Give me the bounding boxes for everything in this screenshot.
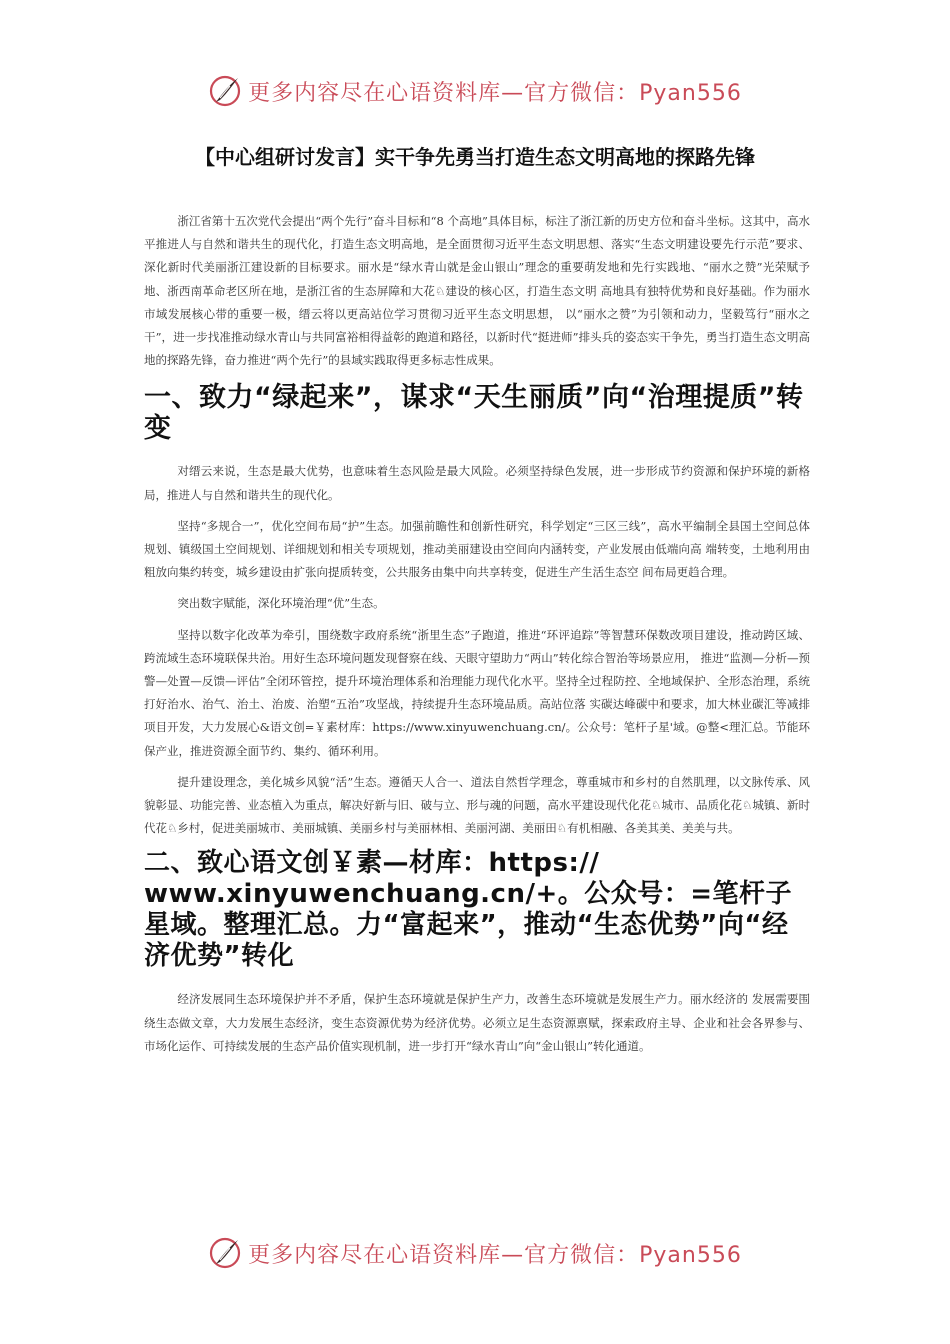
footer-watermark-banner <box>0 1236 950 1270</box>
section1-paragraph-5: 提升建设理念，美化城乡风貌“活”生态。遵循天人合一、道法自然哲学理念，尊重城市和乡村的自然肌理，以文脉传承、风貌彰显、功能完善、业态植入为重点，解决好新与旧、破与立、形与魂的问题，高水平建设现代化花♘城市、品质化花♘城镇、新时代花♘乡村，促进美丽城市、美丽城镇、美丽乡村与美丽林相、美丽河湖、美丽田♘有机相融、各美其美、美美与共。 <box>144 774 810 836</box>
intro-paragraph: 浙江省第十五次党代会提出“两个先行”奋斗目标和“8 个高地”具体目标，标注了浙江新的历史方位和奋斗坐标。这其中，高水平推进人与自然和谐共生的现代化，打造生态文明高地，是全面贯彻习近平生态文明思想、落实“生态文明建设要先行示范”要求、深化新时代美丽浙江建设新的目标要求。丽水是“绿水青山就是金山银山”理念的重要萌发地和先行实践地、“丽水之赞”光荣赋予地、浙西南革命老区所在地，是浙江省的生态屏障和大花♘建设的核心区，打造生态文明 高地具有独特优势和良好基础。作为丽水市域发展核心带的重要一极，缙云将以更高站位学习贯彻习近平生态文明思想， 以“丽水之赞”为引领和动力，坚毅笃行“丽水之干”，进一步找准推动绿水青山与共同富裕相得益彰的跑道和路径，以新时代“挺进师”排头兵的姿态实干争先，勇当打造生态文明高地的探路先锋，奋力推进“两个先行”的县域实践取得更多标志性成果。 <box>144 214 810 368</box>
section-heading-1: 一、致力“绿起来”，谋求“天生丽质”向“治理提质”转变 <box>144 382 804 445</box>
header-watermark-text: 更多内容尽在心语资料库—官方微信：Pyan556 <box>248 80 742 106</box>
section1-paragraph-3: 突出数字赋能，深化环境治理“优”生态。 <box>177 596 385 611</box>
section1-paragraph-4: 坚持以数字化改革为牵引，围绕数字政府系统“浙里生态”子跑道，推进“环评追踪”等智慧环保数改项目建设，推动跨区域、跨流域生态环境联保共治。用好生态环境问题发现督察在线、天眼守望助力“两山”转化综合智治等场景应用， 推进“监测—分析—预警—处置—反馈—评估”全闭环管控，提升环境治理体系和治理能力现代化水平。坚持全过程防控、全地域保护、全形态治理，系统打好治水、治气、治土、治废、治塑“五治”攻坚战，持续提升生态环境品质。高站位落 实碳达峰碳中和要求，加大林业碳汇等减排项目开发，大力发展心&语文创=￥素材库：https://www.xinyuwenchuang.cn/。公众号：笔杆子星'域。@整<理汇总。节能环保产业，推进资源全面节约、集约、循环利用。 <box>144 627 810 758</box>
footer-watermark-text: 更多内容尽在心语资料库—官方微信：Pyan556 <box>248 1242 742 1268</box>
section-heading-2: 二、致心语文创￥素—材库：https:// www.xinyuwenchuang.cn/+。公众号：=笔杆子星域。整理汇总。力“富起来”，推动“生态优势”向“经济优势”转化 <box>144 848 793 972</box>
feather-circle-logo-icon <box>208 74 242 108</box>
section1-paragraph-1: 对缙云来说，生态是最大优势，也意味着生态风险是最大风险。必须坚持绿色发展，进一步形成节约资源和保护环境的新格局，推进人与自然和谐共生的现代化。 <box>144 464 810 502</box>
document-title: 【中心组研讨发言】实干争先勇当打造生态文明高地的探路先锋 <box>195 145 755 169</box>
feather-circle-logo-icon <box>208 1236 242 1270</box>
section1-paragraph-2: 坚持“多规合一”，优化空间布局“护”生态。加强前瞻性和创新性研究，科学划定“三区三线”，高水平编制全县国土空间总体规划、镇级国土空间规划、详细规划和相关专项规划，推动美丽建设由空间向内涵转变，产业发展由低端向高 端转变，土地利用由粗放向集约转变，城乡建设由扩张向提质转变，公共服务由集中向共享转变，促进生产生活生态空 间布局更趋合理。 <box>144 518 810 580</box>
section2-paragraph-1: 经济发展同生态环境保护并不矛盾，保护生态环境就是保护生产力，改善生态环境就是发展生产力。丽水经济的 发展需要围绕生态做文章，大力发展生态经济，变生态资源优势为经济优势。必须立足生态资源禀赋，探索政府主导、企业和社会各界参与、市场化运作、可持续发展的生态产品价值实现机制，进一步打开“绿水青山”向“金山银山”转化通道。 <box>144 992 810 1053</box>
header-watermark-banner <box>0 74 950 108</box>
document-body <box>144 210 810 1066</box>
